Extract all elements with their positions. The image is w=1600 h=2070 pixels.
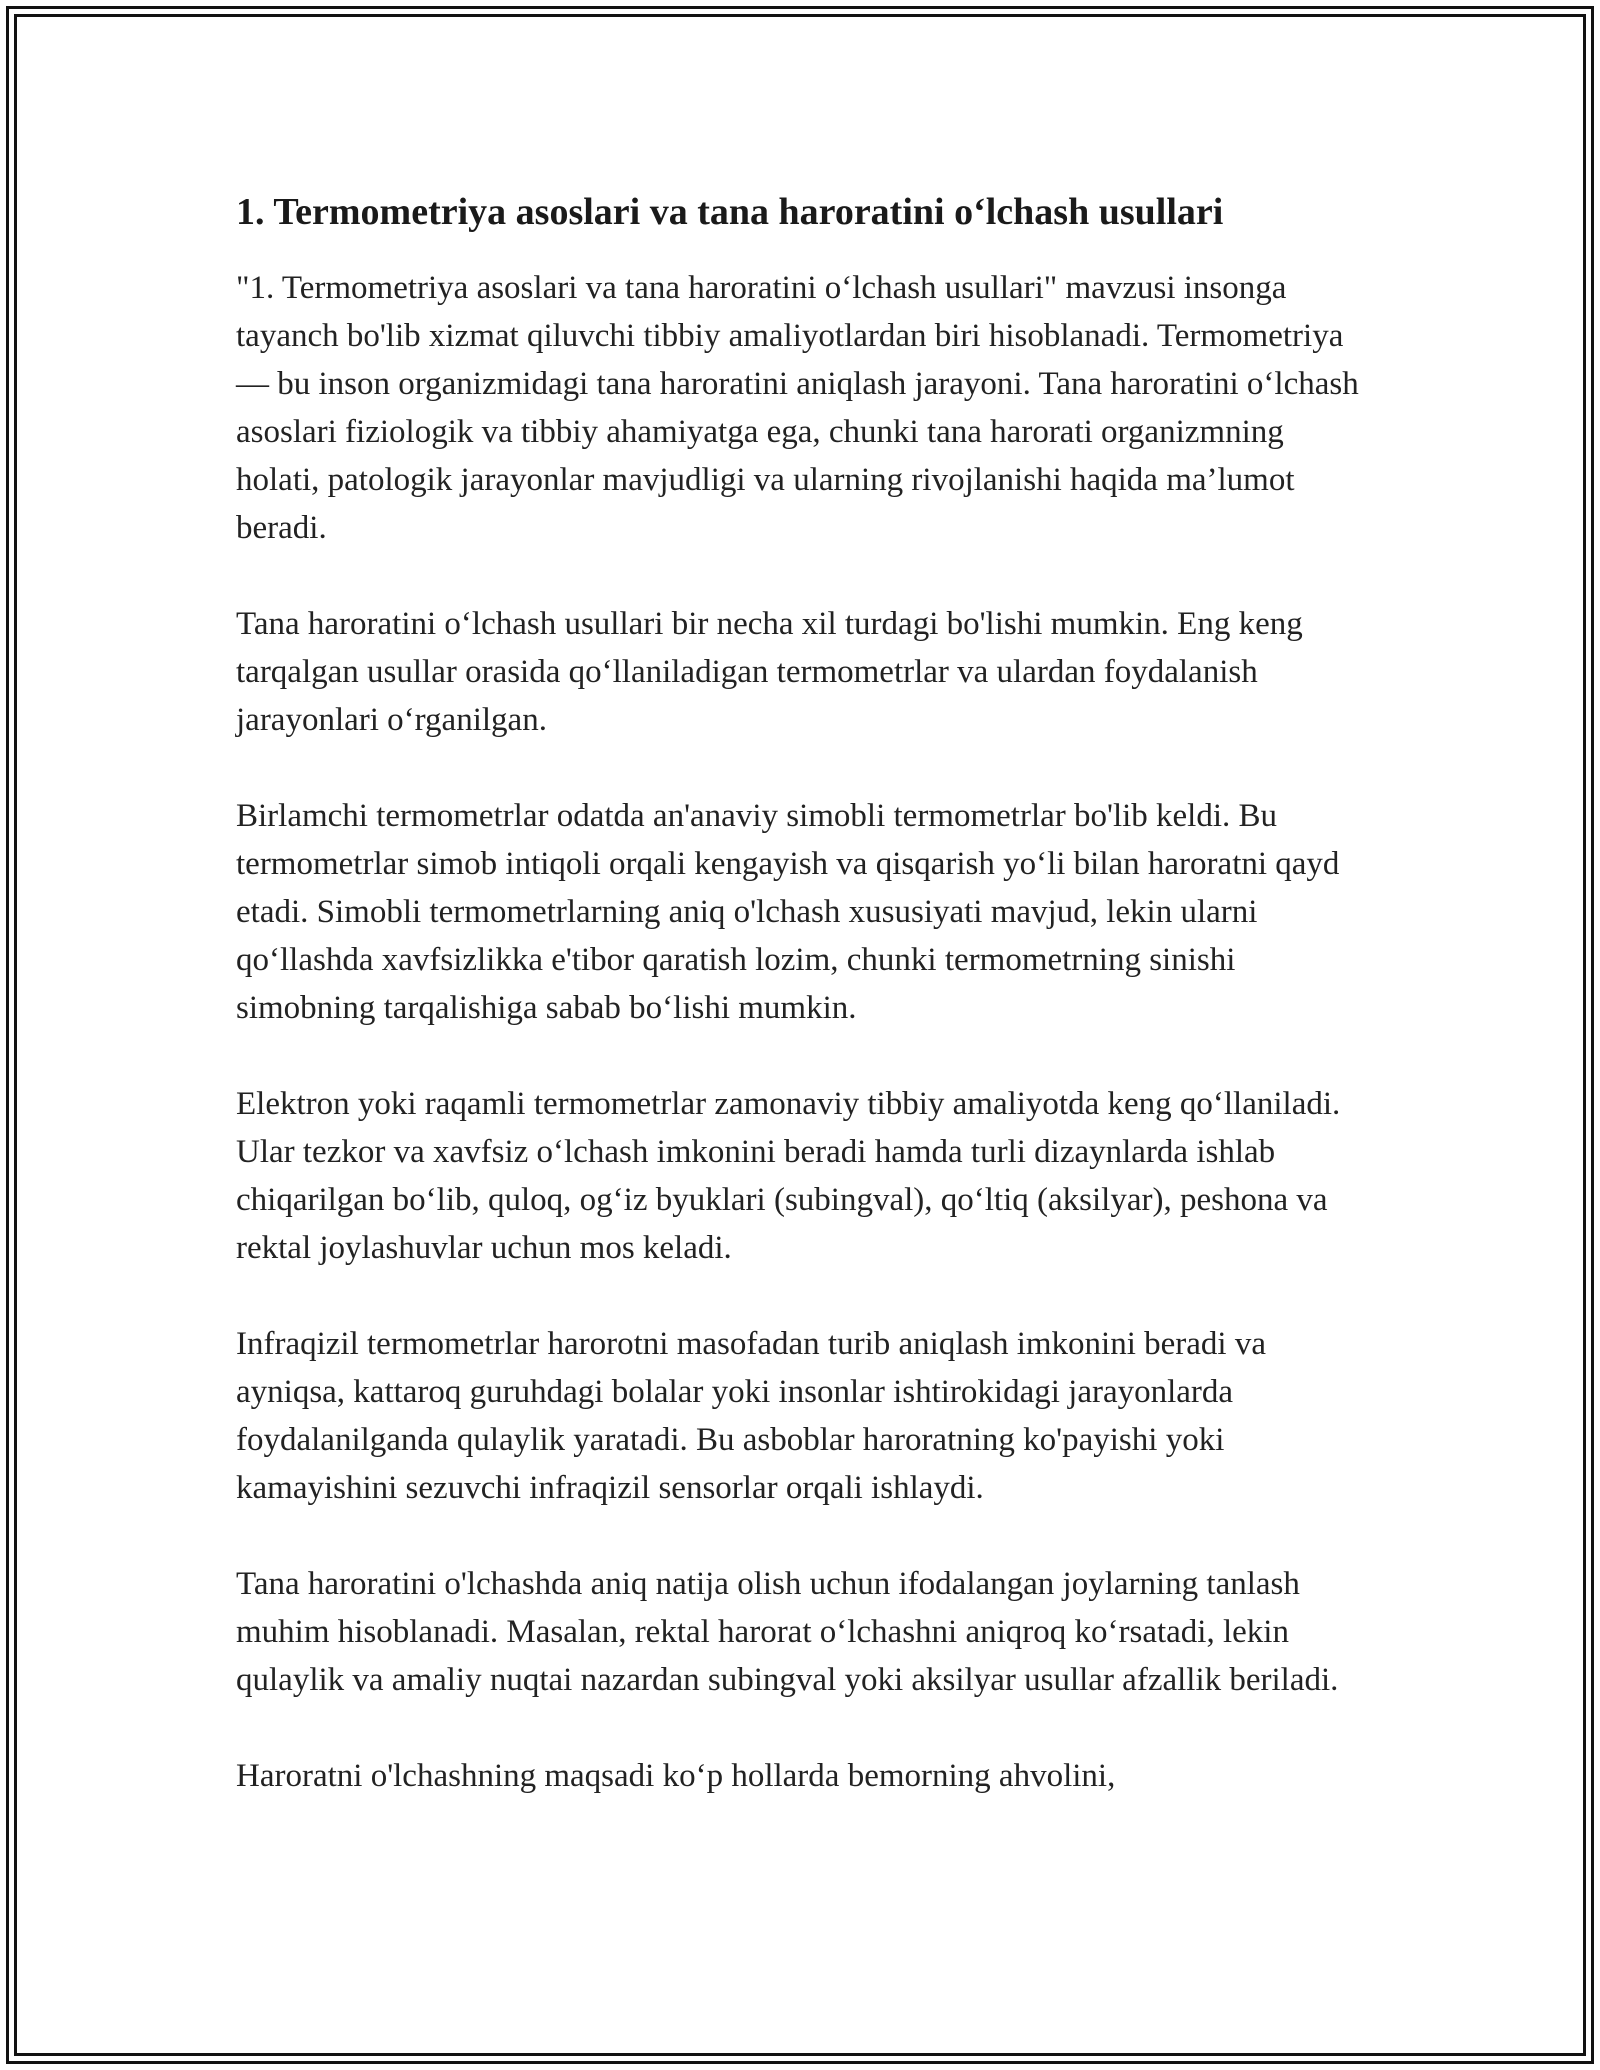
document-body bbox=[236, 186, 1366, 1848]
paragraph-methods: Tana haroratini o‘lchash usullari bir necha xil turdagi bo'lishi mumkin. Eng keng tarqalgan usullar orasida qo‘llaniladigan termometrlar va ulardan foydalanish jarayonlari o‘rganilgan. bbox=[236, 606, 1303, 738]
paragraph-infrared-thermometers: Infraqizil termometrlar harorotni masofadan turib aniqlash imkonini beradi va ayniqsa, kattaroq guruhdagi bolalar yoki insonlar ishtirokidagi jarayonlarda foydalanilganda qulaylik yaratadi. Bu asboblar haroratning ko'payishi yoki kamayishini sezuvchi infraqizil sensorlar orqali ishlaydi. bbox=[236, 1326, 1266, 1506]
paragraph-mercury-thermometers: Birlamchi termometrlar odatda an'anaviy simobli termometrlar bo'lib keldi. Bu termometrlar simob intiqoli orqali kengayish va qisqarish yo‘li bilan haroratni qayd etadi. Simobli termometrlarning aniq o'lchash xususiyati mavjud, lekin ularni qo‘llashda xavfsizlikka e'tibor qaratish lozim, chunki termometrning sinishi simobning tarqalishiga sabab bo‘lishi mumkin. bbox=[236, 798, 1340, 1026]
document-title: 1. Termometriya asoslari va tana haroratini o‘lchash usullari bbox=[236, 191, 1224, 233]
paragraph-electronic-thermometers: Elektron yoki raqamli termometrlar zamonaviy tibbiy amaliyotda keng qo‘llaniladi. Ular tezkor va xavfsiz o‘lchash imkonini beradi hamda turli dizaynlarda ishlab chiqarilgan bo‘lib, quloq, og‘iz byuklari (subingval), qo‘ltiq (aksilyar), peshona va rektal joylashuvlar uchun mos keladi. bbox=[236, 1086, 1341, 1266]
paragraph-intro: "1. Termometriya asoslari va tana haroratini o‘lchash usullari" mavzusi insonga tayanch bo'lib xizmat qiluvchi tibbiy amaliyotlardan biri hisoblanadi. Termometriya — bu inson organizmidagi tana haroratini aniqlash jarayoni. Tana haroratini o‘lchash asoslari fiziologik va tibbiy ahamiyatga ega, chunki tana harorati organizmning holati, patologik jarayonlar mavjudligi va ularning rivojlanishi haqida ma’lumot beradi. bbox=[236, 270, 1359, 546]
paragraph-purpose: Haroratni o'lchashning maqsadi ko‘p hollarda bemorning ahvolini, bbox=[236, 1758, 1116, 1794]
paragraph-measurement-sites: Tana haroratini o'lchashda aniq natija olish uchun ifodalangan joylarning tanlash muhim hisoblanadi. Masalan, rektal harorat o‘lchashni aniqroq ko‘rsatadi, lekin qulaylik va amaliy nuqtai nazardan subingval yoki aksilyar usullar afzallik beriladi. bbox=[236, 1566, 1339, 1698]
